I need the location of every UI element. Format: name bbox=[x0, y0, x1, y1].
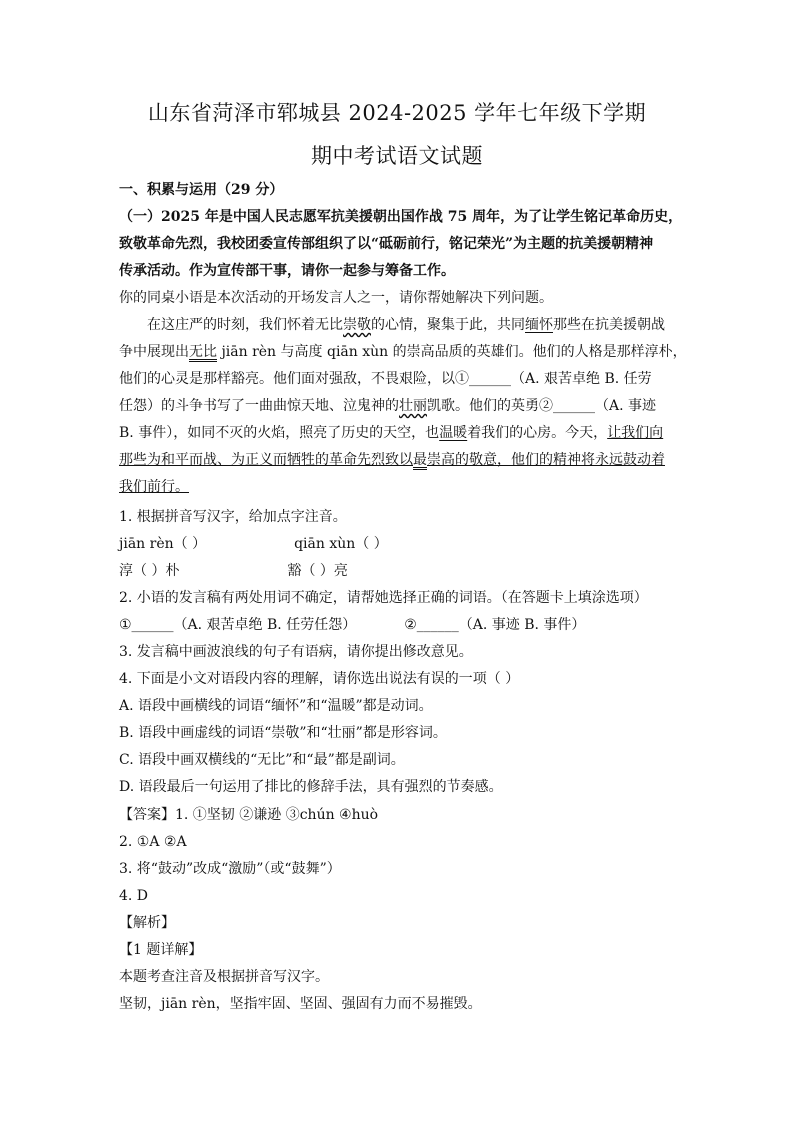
q4-choice-c: C. 语段中画双横线的“无比”和“最”都是副词。 bbox=[119, 752, 405, 768]
wavy-sentence-end: 我们前行。 bbox=[119, 479, 189, 495]
speech-text: 凯歌。他们的英勇②______（A. 事迹 bbox=[427, 398, 657, 414]
answer-4: 4. D bbox=[119, 888, 149, 904]
question-2: 2. 小语的发言稿有两处用词不确定，请帮她选择正确的词语。（在答题卡上填涂选项） bbox=[119, 590, 648, 606]
word-wennuan: 温暖 bbox=[439, 425, 468, 441]
wavy-sentence-start: 让我们向 bbox=[607, 425, 664, 441]
speech-line-3: 他们的心灵是那样豁亮。他们面对强敌，不畏艰险，以①______（A. 艰苦卓绝 B. 任劳 bbox=[119, 371, 652, 387]
answer-label: 【答案】 bbox=[119, 807, 175, 823]
speech-text: 在这庄严的时刻，我们怀着无比 bbox=[147, 317, 343, 333]
speech-text: 着我们的心房。今天， bbox=[467, 425, 608, 441]
speech-text: 任怨）的斗争书写了一曲曲惊天地、泣鬼神的 bbox=[119, 398, 399, 414]
q1-blank-qianxun: qiān xùn（ ） bbox=[294, 536, 388, 552]
q4-choice-a: A. 语段中画横线的词语“缅怀”和“温暖”都是动词。 bbox=[119, 698, 433, 714]
intro-line-2: 致敬革命先烈，我校团委宣传部组织了以“砥砺前行，铭记荣光”为主题的抗美援朝精神 bbox=[119, 236, 654, 252]
analysis-paragraph-1: 本题考查注音及根据拼音写汉字。 bbox=[119, 969, 329, 985]
section-heading: 一、积累与运用（29 分） bbox=[119, 182, 284, 198]
speech-text: 争中展现出 bbox=[119, 344, 189, 360]
answer-2: 2. ①A ②A bbox=[119, 834, 187, 850]
q1-blank-huo: 豁（ ）亮 bbox=[287, 563, 348, 579]
task-intro: 你的同桌小语是本次活动的开场发言人之一，请你帮她解决下列问题。 bbox=[119, 290, 553, 306]
intro-line-3: 传承活动。作为宣传部干事，请你一起参与筹备工作。 bbox=[119, 263, 455, 279]
speech-line-5 bbox=[119, 424, 679, 442]
speech-line-2 bbox=[119, 343, 687, 361]
speech-text: B. 事件），如同不灭的火焰，照亮了历史的天空，也 bbox=[119, 425, 440, 441]
q1-blank-chun: 淳（ ）朴 bbox=[119, 563, 180, 579]
q2-option-1: ①______（A. 艰苦卓绝 B. 任劳任怨） bbox=[119, 617, 357, 633]
question-4: 4. 下面是小文对语段内容的理解，请你选出说法有误的一项（ ） bbox=[119, 671, 520, 687]
answer-3: 3. 将“鼓动”改成“激励”（或“鼓舞”） bbox=[119, 861, 341, 877]
q4-choice-b: B. 语段中画虚线的词语“崇敬”和“壮丽”都是形容词。 bbox=[119, 725, 447, 741]
analysis-subheading: 【1 题详解】 bbox=[119, 942, 203, 958]
analysis-label: 【解析】 bbox=[119, 915, 175, 931]
exam-title-line1: 山东省菏泽市郓城县 2024-2025 学年七年级下学期 bbox=[147, 101, 647, 125]
q4-choice-d: D. 语段最后一句运用了排比的修辞手法，具有强烈的节奏感。 bbox=[119, 779, 503, 795]
q1-char-row bbox=[119, 562, 679, 580]
analysis-paragraph-2: 坚韧，jiān rèn，坚指牢固、坚固、强固有力而不易摧毁。 bbox=[119, 996, 482, 1012]
intro-line-1: （一）2025 年是中国人民志愿军抗美援朝出国作战 75 周年，为了让学生铭记革命历史， bbox=[119, 209, 683, 225]
word-miaohuai: 缅怀 bbox=[525, 317, 553, 333]
word-zui: 最 bbox=[413, 452, 427, 468]
question-1: 1. 根据拼音写汉字，给加点字注音。 bbox=[119, 509, 347, 525]
q2-options bbox=[119, 616, 679, 634]
speech-text: 的心情，聚集于此，共同 bbox=[371, 317, 525, 333]
speech-line-1 bbox=[119, 316, 707, 334]
q2-option-2: ②______（A. 事迹 B. 事件） bbox=[404, 617, 586, 633]
speech-text: jiān rèn 与高度 qiān xùn 的崇高品质的英雄们。他们的人格是那样淳朴， bbox=[217, 344, 687, 360]
word-wubi: 无比 bbox=[189, 344, 217, 360]
question-3: 3. 发言稿中画波浪线的句子有语病，请你提出修改意见。 bbox=[119, 644, 473, 660]
word-chongjing: 崇敬 bbox=[343, 317, 371, 333]
word-zhuangli: 壮丽 bbox=[399, 398, 427, 414]
speech-line-7 bbox=[119, 478, 679, 496]
speech-line-6 bbox=[119, 451, 679, 469]
speech-line-4 bbox=[119, 397, 679, 415]
answer-1: 1. ①坚韧 ②谦逊 ③chún ④huò bbox=[175, 807, 379, 823]
exam-title-line2: 期中考试语文试题 bbox=[311, 144, 483, 168]
wavy-sentence: 那些为和平而战、为正义而牺牲的革命先烈致以 bbox=[119, 452, 413, 468]
q1-blank-jianren: jiān rèn（ ） bbox=[119, 536, 207, 552]
answer-row-1 bbox=[119, 806, 679, 824]
wavy-sentence: 崇高的敬意，他们的精神将永远鼓动着 bbox=[427, 452, 665, 468]
speech-text: 那些在抗美援朝战 bbox=[553, 317, 665, 333]
q1-pinyin-row bbox=[119, 535, 679, 553]
